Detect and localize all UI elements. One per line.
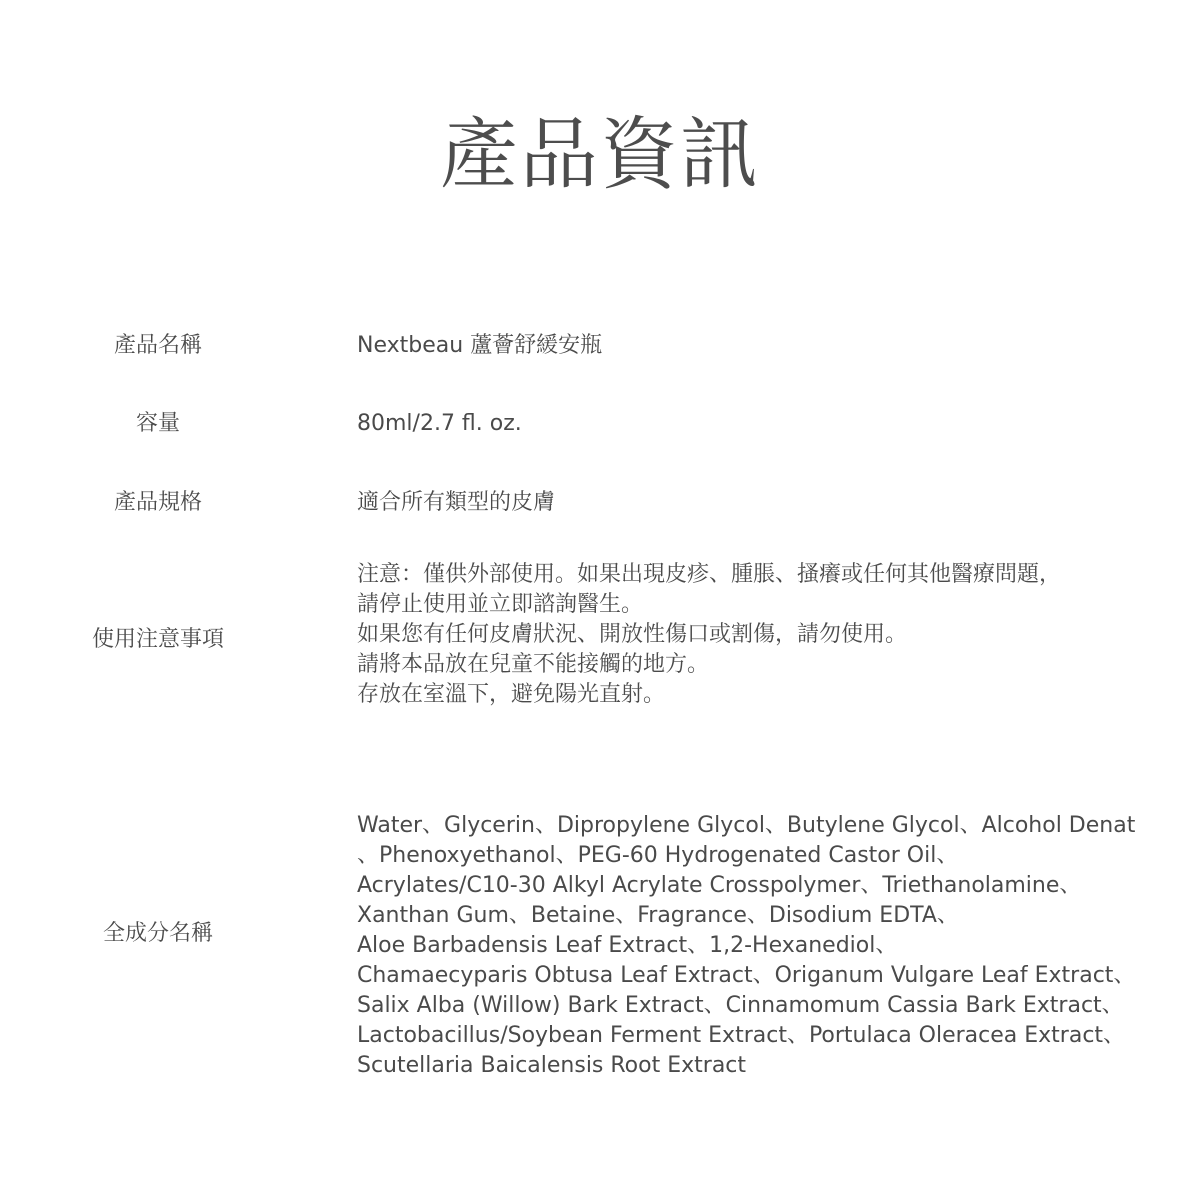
page-title: 產品資訊	[439, 110, 760, 200]
ingredients-line: Scutellaria Baicalensis Root Extract	[357, 1053, 747, 1078]
caution-label: 使用注意事項	[91, 627, 224, 652]
ingredients-line: Water、Glycerin、Dipropylene Glycol、Butylene Glycol、Alcohol Denat	[357, 813, 1136, 838]
caution-line: 如果您有任何皮膚狀況、開放性傷口或割傷，請勿使用。	[357, 622, 908, 647]
ingredients-text	[357, 811, 1135, 1081]
caution-line: 注意：僅供外部使用。如果出現皮疹、腫脹、搔癢或任何其他醫療問題，	[357, 562, 1062, 587]
ingredients-line: Salix Alba (Willow) Bark Extract、Cinnamomum Cassia Bark Extract、	[357, 993, 1124, 1018]
product-name-label: 產品名稱	[113, 333, 202, 358]
volume-label: 容量	[135, 411, 180, 436]
caution-line: 請將本品放在兒童不能接觸的地方。	[357, 652, 710, 677]
ingredients-line: Xanthan Gum、Betaine、Fragrance、Disodium EDTA、	[357, 903, 959, 928]
ingredients-line: Lactobacillus/Soybean Ferment Extract、Portulaca Oleracea Extract、	[357, 1023, 1126, 1048]
ingredients-line: Acrylates/C10-30 Alkyl Acrylate Crosspolymer、Triethanolamine、	[357, 873, 1082, 898]
ingredients-label: 全成分名稱	[102, 921, 213, 946]
product-name-value: Nextbeau 蘆薈舒緩安瓶	[357, 333, 603, 358]
volume-value: 80ml/2.7 fl. oz.	[357, 411, 522, 436]
spec-value: 適合所有類型的皮膚	[357, 490, 556, 515]
caution-line: 存放在室溫下，避免陽光直射。	[357, 682, 666, 707]
ingredients-line: Chamaecyparis Obtusa Leaf Extract、Origanum Vulgare Leaf Extract、	[357, 963, 1136, 988]
caution-text	[357, 560, 1061, 710]
ingredients-line: Aloe Barbadensis Leaf Extract、1,2-Hexanediol、	[357, 933, 898, 958]
ingredients-line: 、Phenoxyethanol、PEG-60 Hydrogenated Castor Oil、	[357, 843, 959, 868]
caution-line: 請停止使用並立即諮詢醫生。	[357, 592, 644, 617]
spec-label: 產品規格	[113, 490, 202, 515]
